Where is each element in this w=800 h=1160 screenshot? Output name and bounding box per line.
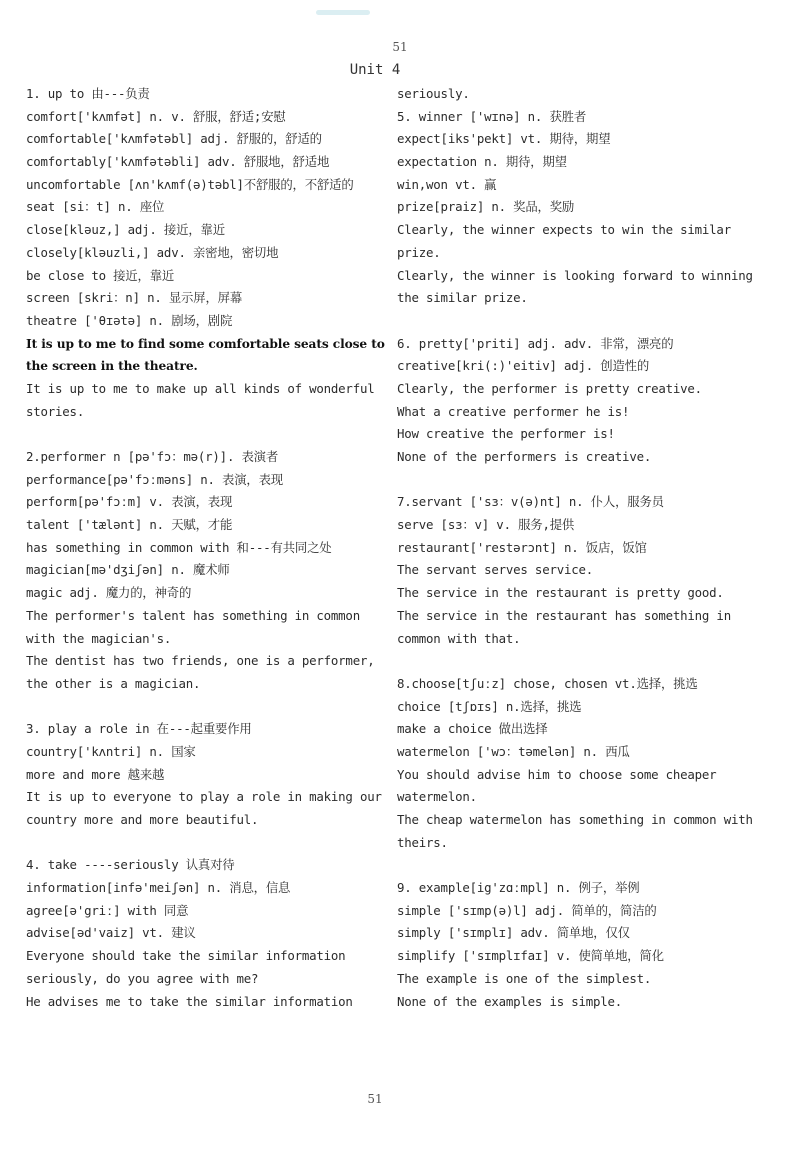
example-sentence-bold: the screen in the theatre. (26, 359, 198, 374)
vocab-line: perform[pə'fɔːm] v. 表演，表现 (26, 494, 233, 510)
example-sentence: He advises me to take the similar information (26, 993, 353, 1009)
vocab-line: more and more 越来越 (26, 766, 165, 782)
spacer (397, 650, 767, 673)
example-sentence: country more and more beautiful. (26, 812, 259, 827)
section-3-heading: 3. play a role in 在---起重要作用 (26, 721, 252, 737)
vocab-line: creative[kri(:)'eitiv] adj. 创造性的 (397, 358, 650, 374)
example-sentence: theirs. (397, 834, 448, 850)
vocab-line: comfort['kʌmfət] n. v. 舒服，舒适;安慰 (26, 108, 286, 124)
spacer (397, 854, 767, 877)
section-4-heading: 4. take ----seriously 认真对待 (26, 857, 235, 873)
section-9-heading: 9. example[ig'zɑːmpl] n. 例子，举例 (397, 880, 640, 896)
spacer (26, 423, 396, 446)
vocab-line: be close to 接近，靠近 (26, 267, 175, 283)
vocab-line: agree[ə'griː] with 同意 (26, 902, 189, 918)
vocab-line: comfortable['kʌmfətəbl] adj. 舒服的，舒适的 (26, 131, 322, 147)
section-6-heading: 6. pretty['priti] adj. adv. 非常，漂亮的 (397, 335, 674, 351)
vocab-line: closely[kləuzli,] adv. 亲密地，密切地 (26, 244, 279, 260)
example-sentence: with the magician's. (26, 630, 172, 646)
example-sentence: The performer's talent has something in common (26, 607, 360, 623)
example-sentence: The example is one of the simplest. (397, 970, 652, 986)
example-sentence: common with that. (397, 630, 521, 646)
vocab-line: serve [sɜ：v] v. 服务,提供 (397, 517, 575, 533)
example-sentence: What a creative performer he is! (397, 403, 630, 419)
example-sentence: How creative the performer is! (397, 426, 615, 442)
left-column (26, 83, 396, 1013)
example-sentence: The dentist has two friends, one is a performer, (26, 653, 375, 669)
example-sentence: seriously. (397, 86, 470, 101)
vocab-line: information[infə'meiʃən] n. 消息，信息 (26, 880, 291, 896)
section-2-heading: 2.performer n [pə'fɔ：mə(r)]. 表演者 (26, 449, 279, 464)
section-8-heading: 8.choose[tʃuːz] chose, chosen vt.选择，挑选 (397, 675, 698, 691)
spacer (26, 696, 396, 719)
vocab-line: seat [si：t] n. 座位 (26, 199, 165, 215)
vocab-line: performance[pə'fɔːməns] n. 表演，表现 (26, 471, 283, 487)
example-sentence: The cheap watermelon has something in common with (397, 812, 753, 827)
example-sentence: Clearly, the performer is pretty creative. (397, 380, 702, 396)
example-sentence: watermelon. (397, 789, 477, 805)
page-number-bottom: 51 (367, 1092, 383, 1106)
vocab-line: advise[əd'vaiz] vt. 建议 (26, 925, 196, 941)
vocab-line: prize[praiz] n. 奖品，奖励 (397, 199, 575, 215)
example-sentence: Clearly, the winner expects to win the similar (397, 222, 731, 238)
example-sentence: stories. (26, 403, 85, 419)
vocab-line: has something in common with 和---有共同之处 (26, 539, 332, 555)
vocab-line: close[kləuz,] adj. 接近，靠近 (26, 222, 225, 238)
spacer (397, 310, 767, 333)
section-1-heading: 1. up to 由---负责 (26, 86, 150, 101)
vocab-line: simple ['sɪmp(ə)l] adj. 简单的，简洁的 (397, 902, 657, 918)
example-sentence: Everyone should take the similar information (26, 948, 346, 964)
vocab-line: talent ['tælənt] n. 天赋，才能 (26, 517, 233, 533)
vocab-line: magician[mə'dʒiʃən] n. 魔术师 (26, 562, 230, 578)
vocab-line: watermelon ['wɔ：təmelən] n. 西瓜 (397, 743, 630, 759)
vocab-line: simply ['sɪmplɪ] adv. 简单地，仅仅 (397, 925, 630, 941)
example-sentence: the similar prize. (397, 290, 528, 306)
example-sentence: Clearly, the winner is looking forward to winning (397, 267, 753, 283)
section-5-heading: 5. winner ['wɪnə] n. 获胜者 (397, 108, 587, 124)
example-sentence-bold: It is up to me to find some comfortable seats close to (26, 336, 385, 351)
example-sentence: The servant serves service. (397, 562, 594, 578)
spacer (397, 469, 767, 492)
vocab-line: simplify ['sɪmplɪfaɪ] v. 使简单地，简化 (397, 948, 664, 964)
vocab-line: expectation n. 期待，期望 (397, 154, 567, 170)
vocab-line: expect[iks'pekt] vt. 期待，期望 (397, 131, 611, 147)
spacer (26, 832, 396, 855)
example-sentence: It is up to me to make up all kinds of wonderful (26, 380, 375, 396)
right-column (397, 83, 767, 1013)
vocab-line: restaurant['restərɔnt] n. 饭店，饭馆 (397, 539, 647, 555)
example-sentence: prize. (397, 244, 441, 260)
example-sentence: None of the examples is simple. (397, 993, 623, 1009)
example-sentence: You should advise him to choose some cheaper (397, 766, 717, 782)
vocab-line: country['kʌntri] n. 国家 (26, 743, 196, 759)
example-sentence: None of the performers is creative. (397, 449, 652, 464)
vocab-line: comfortably['kʌmfətəbli] adv. 舒服地，舒适地 (26, 154, 330, 170)
vocab-line: make a choice 做出选择 (397, 721, 548, 737)
vocab-line: screen [skri：n] n. 显示屏，屏幕 (26, 290, 243, 306)
vocab-line: theatre ['θɪətə] n. 剧场，剧院 (26, 312, 233, 328)
vocab-line: win,won vt. 赢 (397, 176, 497, 192)
example-sentence: seriously, do you agree with me? (26, 970, 259, 986)
unit-title: Unit 4 (349, 62, 401, 78)
example-sentence: the other is a magician. (26, 675, 201, 691)
page-number-top: 51 (392, 40, 408, 54)
vocab-line: magic adj. 魔力的，神奇的 (26, 585, 192, 601)
vocab-line: choice [tʃɒɪs] n.选择，挑选 (397, 698, 582, 714)
vocab-line: uncomfortable [ʌn'kʌmf(ə)təbl]不舒服的，不舒适的 (26, 176, 354, 192)
example-sentence: The service in the restaurant has something in (397, 607, 731, 623)
section-7-heading: 7.servant ['sɜ：v(ə)nt] n. 仆人，服务员 (397, 494, 664, 510)
example-sentence: It is up to everyone to play a role in making our (26, 789, 382, 805)
example-sentence: The service in the restaurant is pretty good. (397, 585, 724, 601)
scan-mark (316, 10, 370, 15)
